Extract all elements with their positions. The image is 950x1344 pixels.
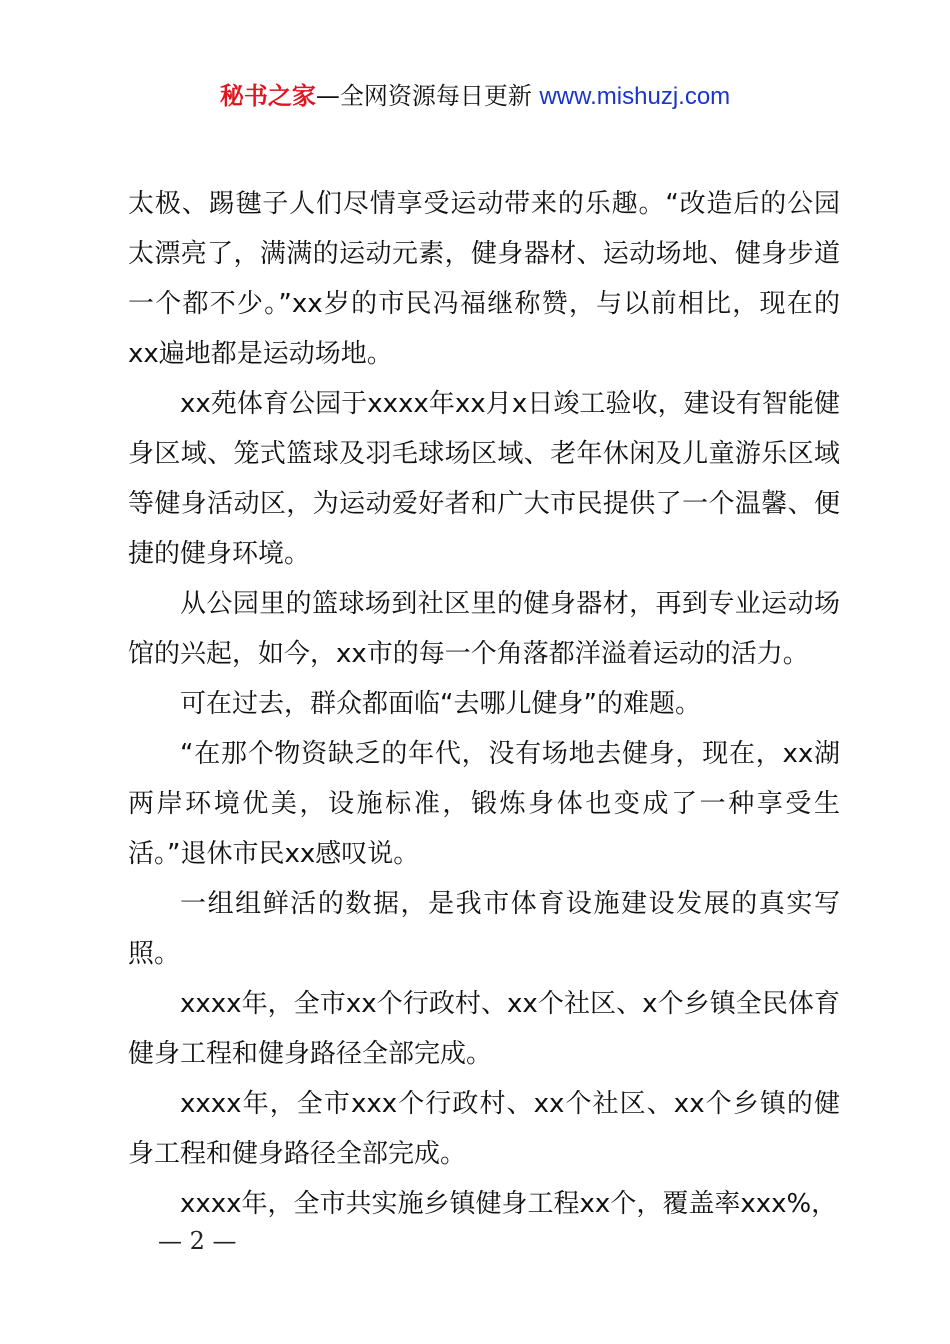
paragraph: xx苑体育公园于xxxx年xx月x日竣工验收，建设有智能健身区域、笼式篮球及羽毛球场区域、老年休闲及儿童游乐区域等健身活动区，为运动爱好者和广大市民提供了一个温馨、便捷的健身环境。 bbox=[128, 389, 840, 569]
header-tagline: —全网资源每日更新 bbox=[315, 82, 540, 110]
paragraph: xxxx年，全市xxx个行政村、xx个社区、xx个乡镇的健身工程和健身路径全部完成。 bbox=[128, 1089, 840, 1169]
brand-name: 秘书之家 bbox=[219, 82, 316, 110]
site-url-link[interactable]: www.mishuzj.com bbox=[539, 83, 731, 110]
page-number: — 2 — bbox=[158, 1227, 237, 1255]
paragraph: 可在过去，群众都面临“去哪儿健身”的难题。 bbox=[180, 689, 701, 719]
paragraph-continuation: 太极、踢毽子人们尽情享受运动带来的乐趣。“改造后的公园太漂亮了，满满的运动元素，健身器材、运动场地、健身步道一个都不少。”xx岁的市民冯福继称赞，与以前相比，现在的xx遍地都是运动场地。 bbox=[128, 189, 840, 369]
site-header bbox=[0, 80, 950, 113]
paragraph: 从公园里的篮球场到社区里的健身器材，再到专业运动场馆的兴起，如今，xx市的每一个角落都洋溢着运动的活力。 bbox=[128, 589, 840, 669]
paragraph-quote: “在那个物资缺乏的年代，没有场地去健身，现在，xx湖两岸环境优美，设施标准，锻炼身体也变成了一种享受生活。”退休市民xx感叹说。 bbox=[128, 739, 840, 869]
document-body bbox=[128, 179, 840, 1229]
paragraph: xxxx年，全市共实施乡镇健身工程xx个，覆盖率xxx%， bbox=[180, 1189, 838, 1219]
paragraph: xxxx年，全市xx个行政村、xx个社区、x个乡镇全民体育健身工程和健身路径全部完成。 bbox=[128, 989, 840, 1069]
paragraph: 一组组鲜活的数据，是我市体育设施建设发展的真实写照。 bbox=[128, 889, 840, 969]
